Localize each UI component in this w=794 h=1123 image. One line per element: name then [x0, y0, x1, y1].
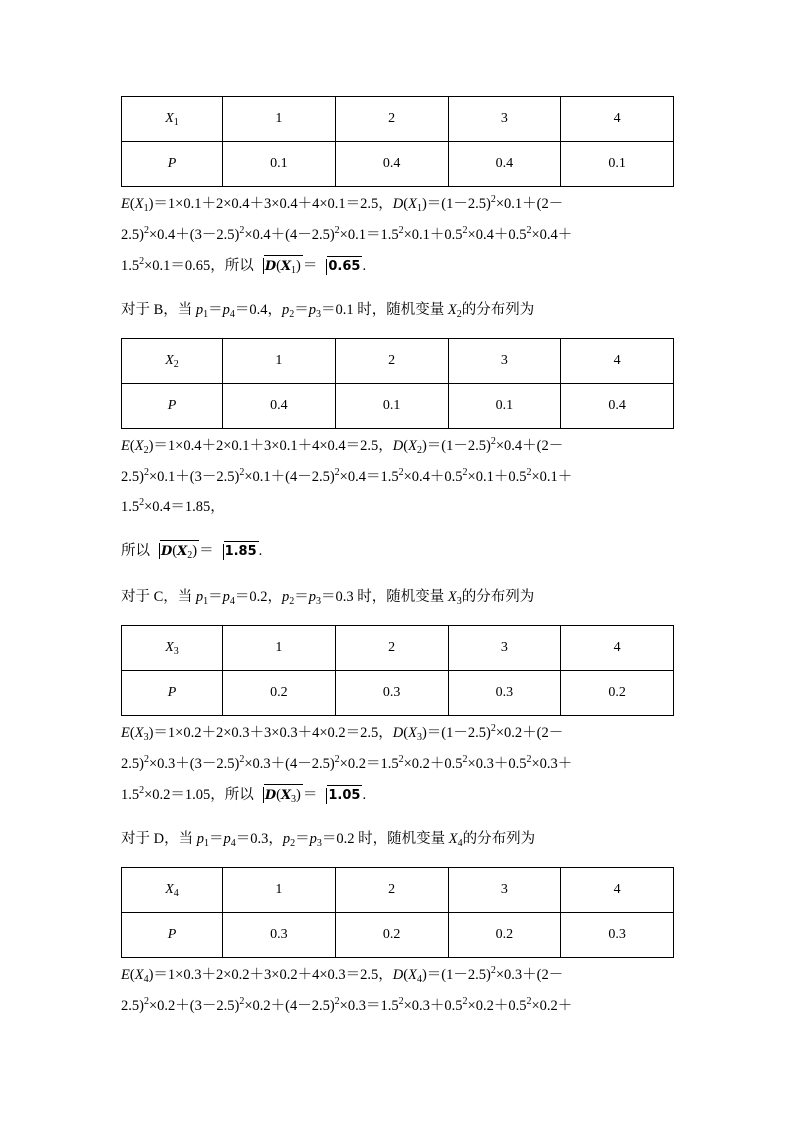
formula-line: $E(X_2)=1\times 0.4+2\times 0.1+3\times 0.1+4\times 0.4=2.5$，$D(X_2)=(1-2.5)^2\times 0.4+(2-$	[121, 436, 564, 456]
table-cell: 0.2	[223, 671, 336, 716]
table-cell: 2	[335, 626, 448, 671]
table-cell: 0.2	[448, 913, 561, 958]
table-cell: 4	[561, 868, 674, 913]
sqrt-symbol: 0.65	[317, 256, 362, 277]
table-cell: 3	[448, 339, 561, 384]
table-header-cell: $X_2$	[122, 339, 223, 384]
table-cell: 4	[561, 626, 674, 671]
table-cell: 0.2	[561, 671, 674, 716]
table-cell: 0.1	[448, 384, 561, 429]
formula-line: $1.5^2\times 0.4=1.85$，	[121, 497, 225, 515]
table-cell: 0.3	[223, 913, 336, 958]
sqrt-symbol: $D(X_2)$	[150, 540, 199, 562]
table-row	[122, 142, 674, 187]
table-header-cell: P	[122, 671, 223, 716]
distribution-table-x3	[121, 625, 674, 716]
formula-line: 所以 $D(X_2) = 1.85$ .	[121, 540, 681, 562]
table-cell: 0.4	[448, 142, 561, 187]
distribution-table-x2	[121, 338, 674, 429]
formula-line: $2.5)^2\times 0.2+(3-2.5)^2\times 0.2+(4-2.5)^2\times 0.3=1.5^2\times 0.3+0.5^2\times 0.2+0.5^2\times 0.2+$	[121, 996, 573, 1014]
table-row	[122, 626, 674, 671]
sqrt-symbol: 1.85	[214, 541, 259, 562]
formula-line: $1.5^2\times 0.1=0.65$，所以 $D(X_1) = 0.65$ .	[121, 256, 367, 276]
table-cell: 1	[223, 339, 336, 384]
table-row	[122, 384, 674, 429]
table-cell: 3	[448, 868, 561, 913]
table-row	[122, 913, 674, 958]
formula-line: $E(X_3)=1\times 0.2+2\times 0.3+3\times 0.3+4\times 0.2=2.5$，$D(X_3)=(1-2.5)^2\times 0.2+(2-$	[121, 723, 564, 743]
formula-line: $2.5)^2\times 0.4+(3-2.5)^2\times 0.4+(4-2.5)^2\times 0.1=1.5^2\times 0.1+0.5^2\times 0.4+0.5^2\times 0.4+$	[121, 225, 573, 243]
table-cell: 2	[335, 97, 448, 142]
sqrt-symbol: $D(X_1)$	[254, 255, 303, 277]
table-cell: 4	[561, 339, 674, 384]
table-header-cell: P	[122, 913, 223, 958]
table-cell: 0.1	[223, 142, 336, 187]
table-header-cell: P	[122, 384, 223, 429]
formula-line: $E(X_4)=1\times 0.3+2\times 0.2+3\times 0.2+4\times 0.3=2.5$，$D(X_4)=(1-2.5)^2\times 0.3+(2-$	[121, 965, 564, 985]
table-cell: 3	[448, 626, 561, 671]
table-cell: 0.4	[223, 384, 336, 429]
table-cell: 1	[223, 868, 336, 913]
table-header-cell: P	[122, 142, 223, 187]
table-cell: 1	[223, 97, 336, 142]
sqrt-symbol: 1.05	[317, 785, 362, 806]
sqrt-symbol: $D(X_3)$	[254, 784, 303, 806]
table-cell: 0.4	[561, 384, 674, 429]
table-cell: 0.3	[561, 913, 674, 958]
formula-line: $1.5^2\times 0.2=1.05$，所以 $D(X_3) = 1.05$ .	[121, 785, 367, 805]
table-cell: 0.1	[335, 384, 448, 429]
table-cell: 0.4	[335, 142, 448, 187]
table-cell: 0.2	[335, 913, 448, 958]
distribution-table-x4	[121, 867, 674, 958]
formula-line: $E(X_1)=1\times 0.1+2\times 0.4+3\times 0.4+4\times 0.1=2.5$，$D(X_1)=(1-2.5)^2\times 0.1+(2-$	[121, 194, 564, 214]
paragraph-intro-b: 对于 B，当 $p_1=p_4=0.4$，$p_2=p_3=0.1$ 时，随机变量 $X_2$的分布列为	[121, 302, 535, 320]
table-cell: 2	[335, 868, 448, 913]
table-row	[122, 339, 674, 384]
formula-line: $2.5)^2\times 0.1+(3-2.5)^2\times 0.1+(4-2.5)^2\times 0.4=1.5^2\times 0.4+0.5^2\times 0.1+0.5^2\times 0.1+$	[121, 467, 573, 485]
distribution-table-x1	[121, 96, 674, 187]
table-cell: 0.3	[448, 671, 561, 716]
table-cell: 0.1	[561, 142, 674, 187]
table-header-cell: $X_1$	[122, 97, 223, 142]
table-cell: 3	[448, 97, 561, 142]
paragraph-intro-d: 对于 D，当 $p_1=p_4=0.3$，$p_2=p_3=0.2$ 时，随机变量 $X_4$的分布列为	[121, 831, 536, 849]
table-row	[122, 97, 674, 142]
table-header-cell: $X_4$	[122, 868, 223, 913]
table-cell: 0.3	[335, 671, 448, 716]
table-cell: 1	[223, 626, 336, 671]
formula-line: $2.5)^2\times 0.3+(3-2.5)^2\times 0.3+(4-2.5)^2\times 0.2=1.5^2\times 0.2+0.5^2\times 0.3+0.5^2\times 0.3+$	[121, 754, 573, 772]
table-row	[122, 868, 674, 913]
paragraph-intro-c: 对于 C，当 $p_1=p_4=0.2$，$p_2=p_3=0.3$ 时，随机变量 $X_3$的分布列为	[121, 589, 535, 607]
table-header-cell: $X_3$	[122, 626, 223, 671]
table-cell: 2	[335, 339, 448, 384]
table-row	[122, 671, 674, 716]
table-cell: 4	[561, 97, 674, 142]
